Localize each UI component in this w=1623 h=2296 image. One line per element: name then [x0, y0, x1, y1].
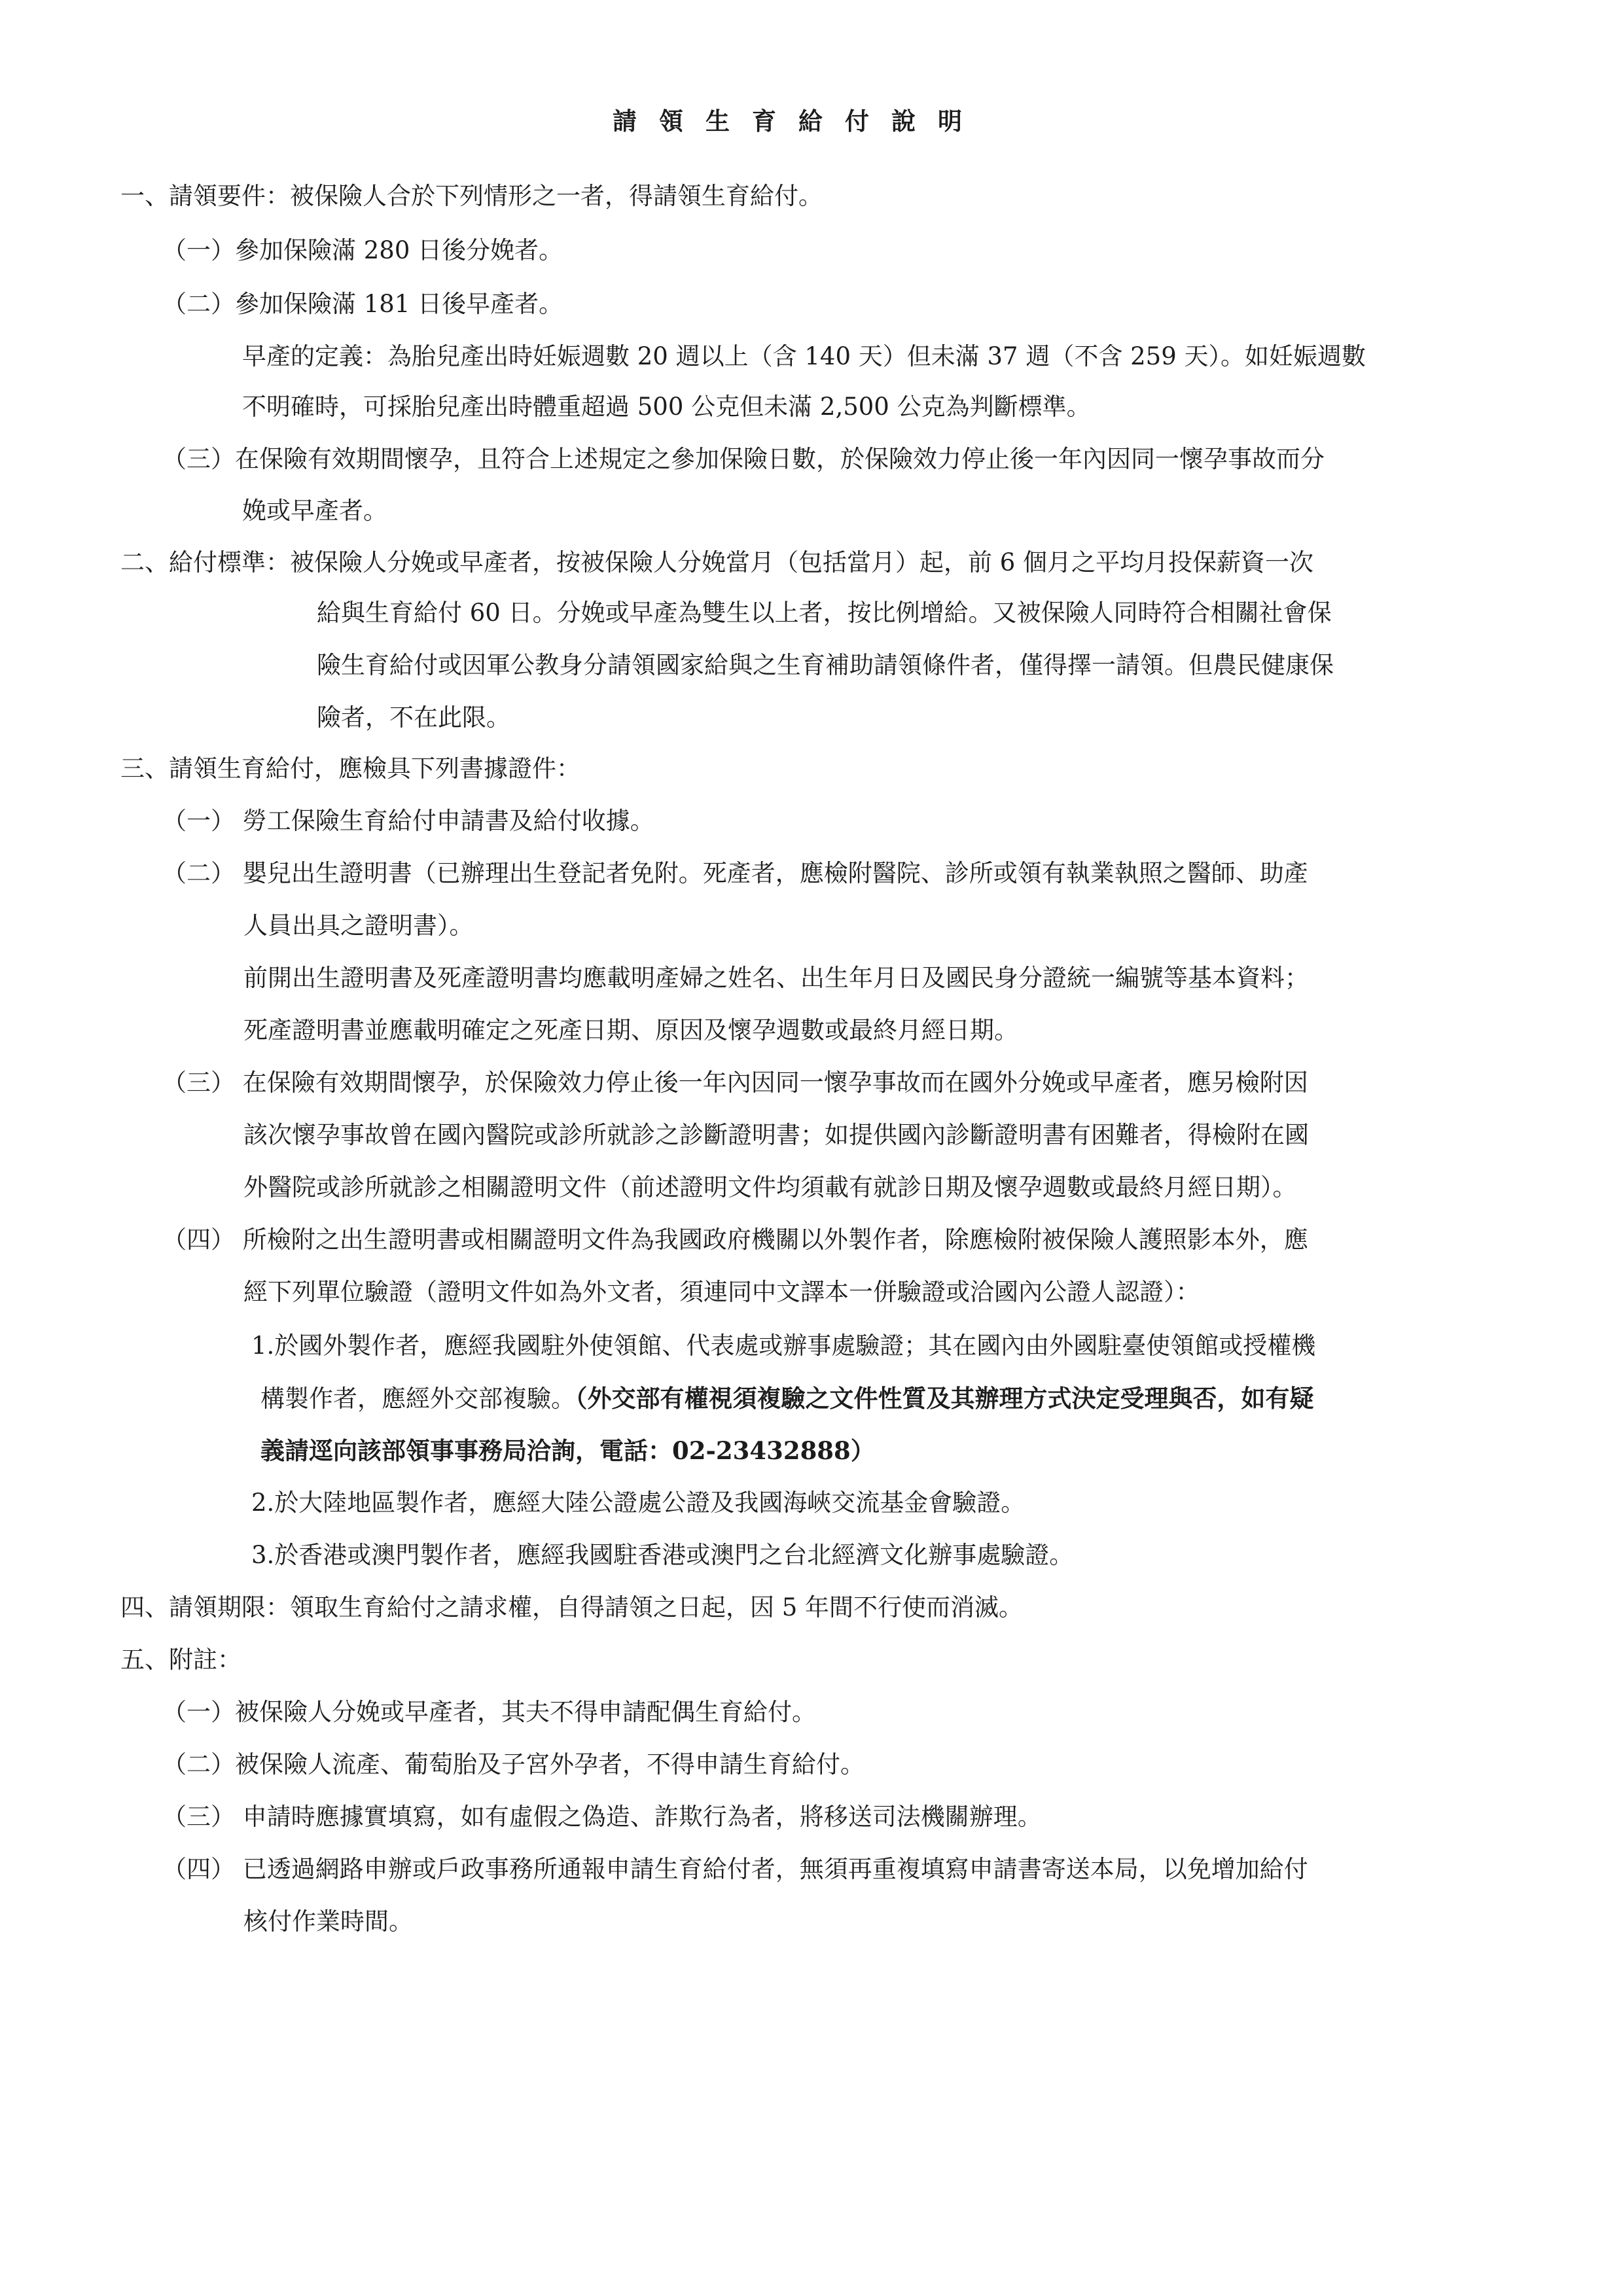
section-2-line-4: 險者，不在此限。: [317, 703, 510, 732]
section-1-item-3-line-2: 娩或早產者。: [242, 497, 387, 525]
section-1-definition-line-1: 早產的定義：為胎兒產出時妊娠週數 20 週以上（含 140 天）但未滿 37 週（不含 259 天）。如妊娠週數: [242, 342, 1366, 370]
section-5-item-4-line-1: （四） 已透過網路申辦或戶政事務所通報申請生育給付者，無須再重複填寫申請書寄送本局，以免增加給付: [162, 1855, 1308, 1883]
section-3-point-1-line-2: [260, 1382, 1314, 1415]
section-3-point-3: 3.於香港或澳門製作者，應經我國駐香港或澳門之台北經濟文化辦事處驗證。: [251, 1541, 1074, 1569]
section-5-heading: 五、附註：: [120, 1646, 241, 1674]
section-1-item-2: （二）參加保險滿 181 日後早產者。: [162, 290, 563, 318]
section-1-item-1: （一）參加保險滿 280 日後分娩者。: [162, 236, 563, 264]
section-3-item-2-line-4: 死產證明書並應載明確定之死產日期、原因及懷孕週數或最終月經日期。: [243, 1016, 1018, 1044]
section-1-item-3-line-1: （三）在保險有效期間懷孕，且符合上述規定之參加保險日數，於保險效力停止後一年內因同一懷孕事故而分: [162, 445, 1325, 473]
section-2-line-3: 險生育給付或因軍公教身分請領國家給與之生育補助請領條件者，僅得擇一請領。但農民健康保: [317, 651, 1334, 679]
section-3-item-4-line-2: 經下列單位驗證（證明文件如為外文者，須連同中文譯本一併驗證或洽國內公證人認證）：: [243, 1278, 1200, 1306]
section-3-point-1-bold-note: （外交部有權視須複驗之文件性質及其辦理方式決定受理與否，如有疑: [575, 1384, 1314, 1413]
section-1-heading: 一、請領要件：被保險人合於下列情形之一者，得請領生育給付。: [120, 182, 823, 210]
section-1-definition-line-2: 不明確時，可採胎兒產出時體重超過 500 公克但未滿 2,500 公克為判斷標準。: [242, 393, 1091, 421]
section-3-item-1: （一） 勞工保險生育給付申請書及給付收據。: [162, 807, 654, 835]
section-3-item-3-line-1: （三） 在保險有效期間懷孕，於保險效力停止後一年內因同一懷孕事故而在國外分娩或早產者，應另檢附因: [162, 1069, 1308, 1097]
section-5-item-1: （一）被保險人分娩或早產者，其夫不得申請配偶生育給付。: [162, 1698, 816, 1726]
section-3-point-2: 2.於大陸地區製作者，應經大陸公證處公證及我國海峽交流基金會驗證。: [251, 1489, 1026, 1517]
section-3-item-3-line-2: 該次懷孕事故曾在國內醫院或診所就診之診斷證明書；如提供國內診斷證明書有困難者，得檢附在國: [243, 1121, 1309, 1149]
section-3-point-1-bold-note-line-2: 義請逕向該部領事事務局洽詢，電話：02-23432888）: [260, 1436, 875, 1465]
section-3-item-2-line-1: （二） 嬰兒出生證明書（已辦理出生登記者免附。死產者，應檢附醫院、診所或領有執業執照之醫師、助產: [162, 859, 1308, 887]
section-3-heading: 三、請領生育給付，應檢具下列書據證件：: [120, 754, 580, 783]
section-3-item-2-line-3: 前開出生證明書及死產證明書均應載明產婦之姓名、出生年月日及國民身分證統一編號等基本資料；: [243, 964, 1309, 992]
section-3-item-4-line-1: （四） 所檢附之出生證明書或相關證明文件為我國政府機關以外製作者，除應檢附被保險人護照影本外，應: [162, 1226, 1308, 1254]
section-5-item-2: （二）被保險人流產、葡萄胎及子宮外孕者，不得申請生育給付。: [162, 1750, 865, 1778]
section-3-item-2-line-2: 人員出具之證明書）。: [243, 911, 474, 940]
section-3-item-3-line-3: 外醫院或診所就診之相關證明文件（前述證明文件均須載有就診日期及懷孕週數或最終月經日期）。: [243, 1173, 1297, 1201]
section-2-line-2: 給與生育給付 60 日。分娩或早產為雙生以上者，按比例增給。又被保險人同時符合相關社會保: [317, 599, 1332, 627]
page-title: 請領生育給付說明: [613, 107, 984, 135]
section-3-point-1-line-1: 1.於國外製作者，應經我國駐外使領館、代表處或辦事處驗證；其在國內由外國駐臺使領館或授權機: [251, 1332, 1316, 1360]
section-5-item-4-line-2: 核付作業時間。: [243, 1907, 413, 1935]
section-2-line-1: 二、給付標準：被保險人分娩或早產者，按被保險人分娩當月（包括當月）起，前 6 個月之平均月投保薪資一次: [120, 548, 1314, 576]
section-3-point-1-text: 構製作者，應經外交部複驗。: [260, 1385, 575, 1413]
section-5-item-3: （三） 申請時應據實填寫，如有虛假之偽造、詐欺行為者，將移送司法機關辦理。: [162, 1803, 1042, 1831]
section-4-line: 四、請領期限：領取生育給付之請求權，自得請領之日起，因 5 年間不行使而消滅。: [120, 1593, 1024, 1621]
